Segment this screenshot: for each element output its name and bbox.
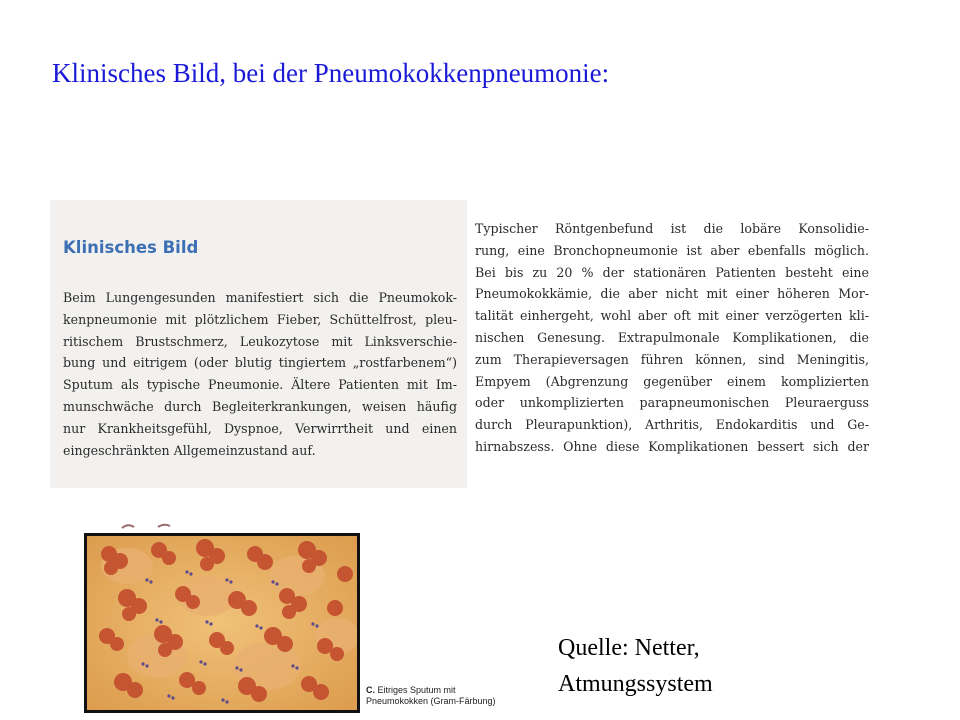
- text-line: eingeschränkten Allgemeinzustand auf.: [63, 442, 316, 458]
- text-line: kenpneumonie mit plötzlichem Fieber, Schüttelfrost, pleu-: [63, 311, 457, 327]
- text-line: hirnabszess. Ohne diese Komplikationen bessert sich der: [475, 438, 869, 454]
- caption-line-1: Eitriges Sputum mit: [377, 685, 456, 695]
- excerpt-right-column: [467, 200, 880, 488]
- text-line: zum Therapieversagen führen können, sind Meningitis,: [475, 351, 869, 367]
- text-line: Typischer Röntgenbefund ist die lobäre Konsolidie-: [475, 221, 869, 236]
- text-line: bung und eitrigem (oder blutig tingiertem „rostfarbenem“): [63, 355, 457, 371]
- text-line: Empyem (Abgrenzung gegenüber einem komplizierten: [475, 373, 869, 389]
- text-line: oder unkomplizierten parapneumonischen Pleuraerguss: [475, 395, 869, 411]
- text-line: Sputum als typische Pneumonie. Ältere Patienten mit Im-: [63, 377, 457, 393]
- text-line: nur Krankheitsgefühl, Dyspnoe, Verwirrtheit und einen: [63, 420, 457, 436]
- caption-line-2: Pneumokokken (Gram-Färbung): [366, 696, 496, 706]
- text-line: talität einhergeht, wohl aber oft mit einer verzögerten kli-: [475, 308, 869, 324]
- source-line-2: Atmungssystem: [558, 671, 713, 697]
- figure-caption: [366, 685, 496, 707]
- caption-letter: C.: [366, 685, 375, 695]
- micrograph-drawing: [87, 536, 357, 710]
- left-paragraph: [63, 287, 457, 461]
- cropped-text-fragment: [120, 521, 180, 531]
- text-line: Bei bis zu 20 % der stationären Patienten besteht eine: [475, 264, 869, 280]
- text-line: munschwäche durch Begleiterkrankungen, weisen häufig: [63, 398, 457, 414]
- source-note: [558, 630, 713, 702]
- text-line: rung, eine Bronchopneumonie ist aber ebenfalls möglich.: [475, 242, 869, 258]
- sputum-micrograph: [84, 533, 360, 713]
- slide-title: Klinisches Bild, bei der Pneumokokkenpneumonie:: [52, 58, 610, 88]
- right-paragraph: [475, 218, 869, 458]
- text-line: durch Pleurapunktion), Arthritis, Endokarditis und Ge-: [475, 417, 869, 433]
- text-line: Pneumokokkämie, die aber nicht mit einer höheren Mor-: [475, 286, 869, 302]
- text-line: ritischem Brustschmerz, Leukozytose mit Linksverschie-: [63, 333, 457, 349]
- source-line-1: Quelle: Netter,: [558, 635, 700, 661]
- text-line: nischen Genesung. Extrapulmonale Komplikationen, die: [475, 329, 869, 345]
- section-heading: Klinisches Bild: [63, 238, 199, 257]
- book-excerpt-image: [50, 200, 880, 488]
- text-line: Beim Lungengesunden manifestiert sich die Pneumokok-: [63, 290, 457, 305]
- excerpt-left-column: [63, 200, 465, 488]
